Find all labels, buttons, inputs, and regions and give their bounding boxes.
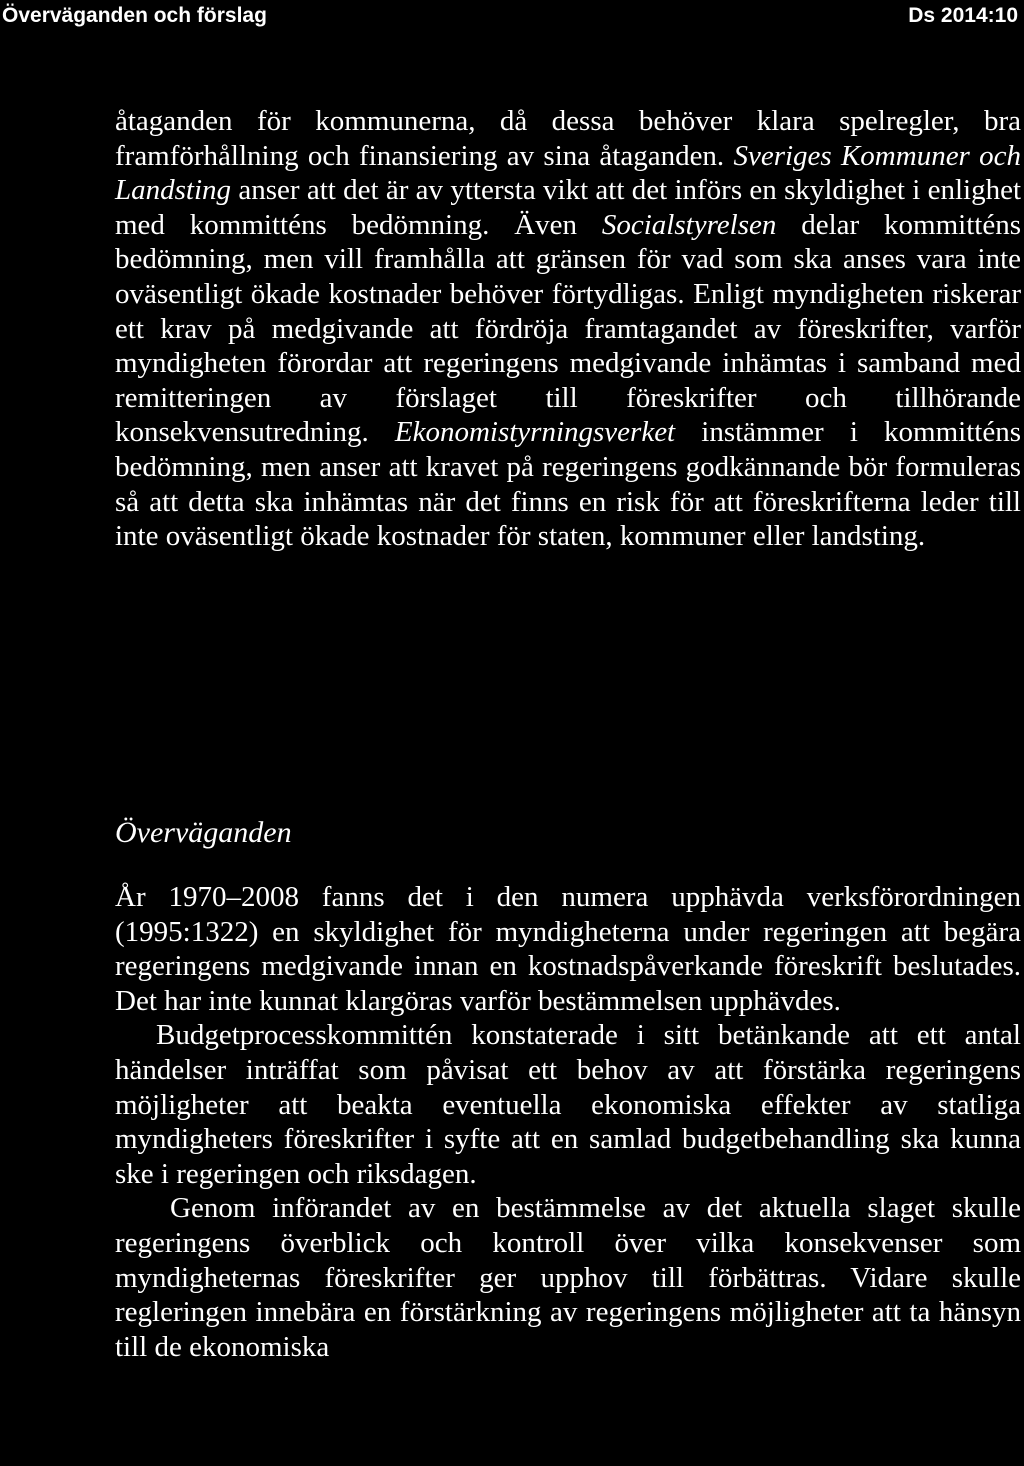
section-body <box>115 880 1021 1364</box>
text-run: instämmer i kommitténs bedömning, men anser att kravet på regeringens godkännande bör formuleras så att detta ska inhämtas när det finns en risk för att föreskrifterna leder till inte oväsentligt ökade kostnader för staten, kommuner eller landsting. <box>115 416 1021 553</box>
consultation-text <box>115 104 1021 554</box>
organization-name: Socialstyrelsen <box>601 208 777 241</box>
body-paragraph-1: År 1970–2008 fanns det i den numera upphävda verksförordningen (1995:1322) en skyldighet för myndigheterna under regeringen att begära regeringens medgivande innan en kostnadspåverkande föreskrift beslutades. Det har inte kunnat klargöras varför bestämmelsen upphävdes. <box>115 881 1021 1017</box>
organization-name: Ekonomistyrningsverket <box>394 416 676 449</box>
organization-name: Sveriges Kommuner och Landsting <box>115 139 1021 207</box>
header-document-number: Ds 2014:10 <box>908 4 1018 27</box>
header-section-title: Överväganden och förslag <box>2 4 267 27</box>
text-run: åtaganden för kommunerna, då dessa behöver klara spelregler, bra framförhållning och finansiering av sina åtaganden. <box>115 105 1021 172</box>
text-run: anser att det är av yttersta vikt att det införs en skyldighet i enlighet med kommitténs bedömning. Även <box>115 174 1021 241</box>
body-paragraph-3: Genom införandet av en bestämmelse av det aktuella slaget skulle regeringens överblick och kontroll över vilka konsekvenser som myndigheternas föreskrifter ger upphov till förbättras. Vidare skulle regleringen innebära en förstärkning av regeringens möjligheter att ta hänsyn till de ekonomiska <box>115 1192 1021 1363</box>
consultation-paragraph <box>115 104 1021 554</box>
section-heading: Överväganden <box>115 816 292 849</box>
body-paragraph-2: Budgetprocesskommittén konstaterade i sitt betänkande att ett antal händelser inträffat som påvisat ett behov av att förstärka regeringens möjligheter att beakta eventuella ekonomiska effekter av statliga myndigheters föreskrifter i syfte att en samlad budgetbehandling ska kunna ske i regeringen och riksdagen. <box>115 1019 1021 1190</box>
text-run: delar kommitténs bedömning, men vill framhålla att gränsen för vad som ska anses vara inte oväsentligt ökade kostnader behöver förtydligas. Enligt myndigheten riskerar ett krav på medgivande att fördröja framtagandet av föreskrifter, varför myndigheten förordar att regeringens medgivande inhämtas i samband med remitteringen av förslaget till föreskrifter och tillhörande konsekvensutredning. <box>115 208 1021 449</box>
running-header <box>0 2 1024 34</box>
